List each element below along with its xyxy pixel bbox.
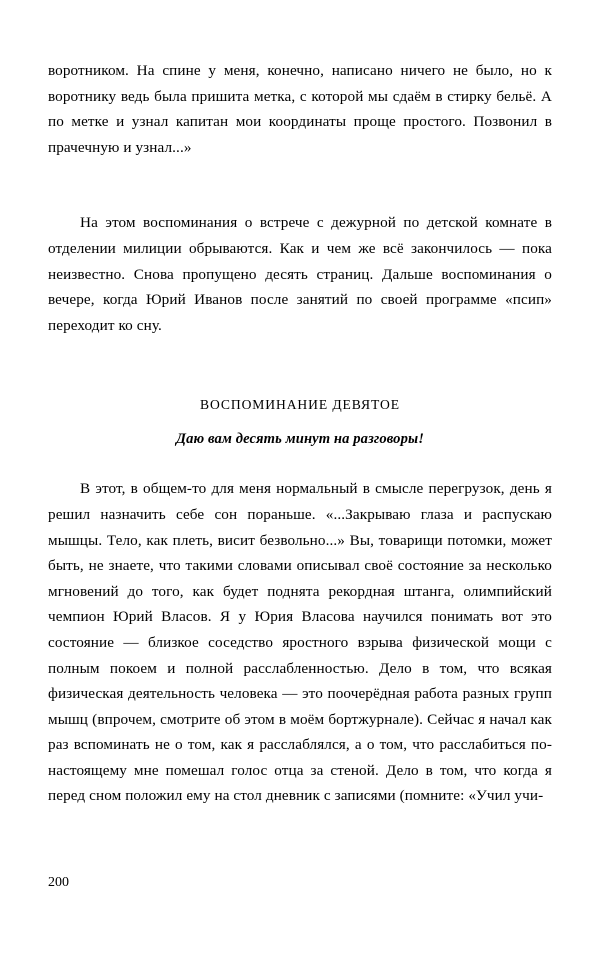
paragraph-commentary: На этом воспоминания о встрече с дежурной по детской комнате в отделении милиции обрываются. Как и чем же всё закончилось — пока неизвестно. Снова пропущено десять страниц. Дальше воспоминания о вечере, когда Юрий Иванов после занятий по своей программе «псип» переходит ко сну. [48,214,552,334]
section-spacer [48,338,552,394]
section-subheading: Даю вам десять минут на разговоры! [176,431,424,448]
heading-spacer [48,416,552,428]
paragraph-spacer [48,160,552,210]
paragraph-continued: воротником. На спине у меня, конечно, написано ничего не было, но к воротнику ведь была пришита метка, с которой мы сдаём в стирку бельё. А по метке и узнал капитан мои координаты проще простого. Позвонил в прачечную и узнал...» [48,62,552,156]
page-number: 200 [48,875,69,890]
paragraph-section-body: В этот, в общем-то для меня нормальный в смысле перегрузок, день я решил назначить себе сон пораньше. «...Закрываю глаза и распускаю мышцы. Тело, как плеть, висит безвольно...» Вы, товарищи потомки, может быть, не знаете, что такими словами описывал своё состояние за несколько мгновений до того, как будет поднята рекордная штанга, олимпийский чемпион Юрий Власов. Я у Юрия Власова научился понимать вот это состояние — близкое соседство яростного взрыва физической мощи с полным покоем и полной расслабленностью. Дело в том, что всякая физическая деятельность человека — это поочерёдная работа разных групп мышц (впрочем, смотрите об этом в моём бортжурнале). Сейчас я начал как раз вспоминать не о том, как я расслаблялся, а о том, что расслабиться по-настоящему мне помешал голос отца за стеной. Дело в том, что когда я перед сном положил ему на стол дневник с записями (помните: «Учил учи- [48,480,552,805]
text-column [48,58,552,809]
subheading-spacer [48,450,552,476]
section-heading: ВОСПОМИНАНИЕ ДЕВЯТОЕ [200,397,400,413]
